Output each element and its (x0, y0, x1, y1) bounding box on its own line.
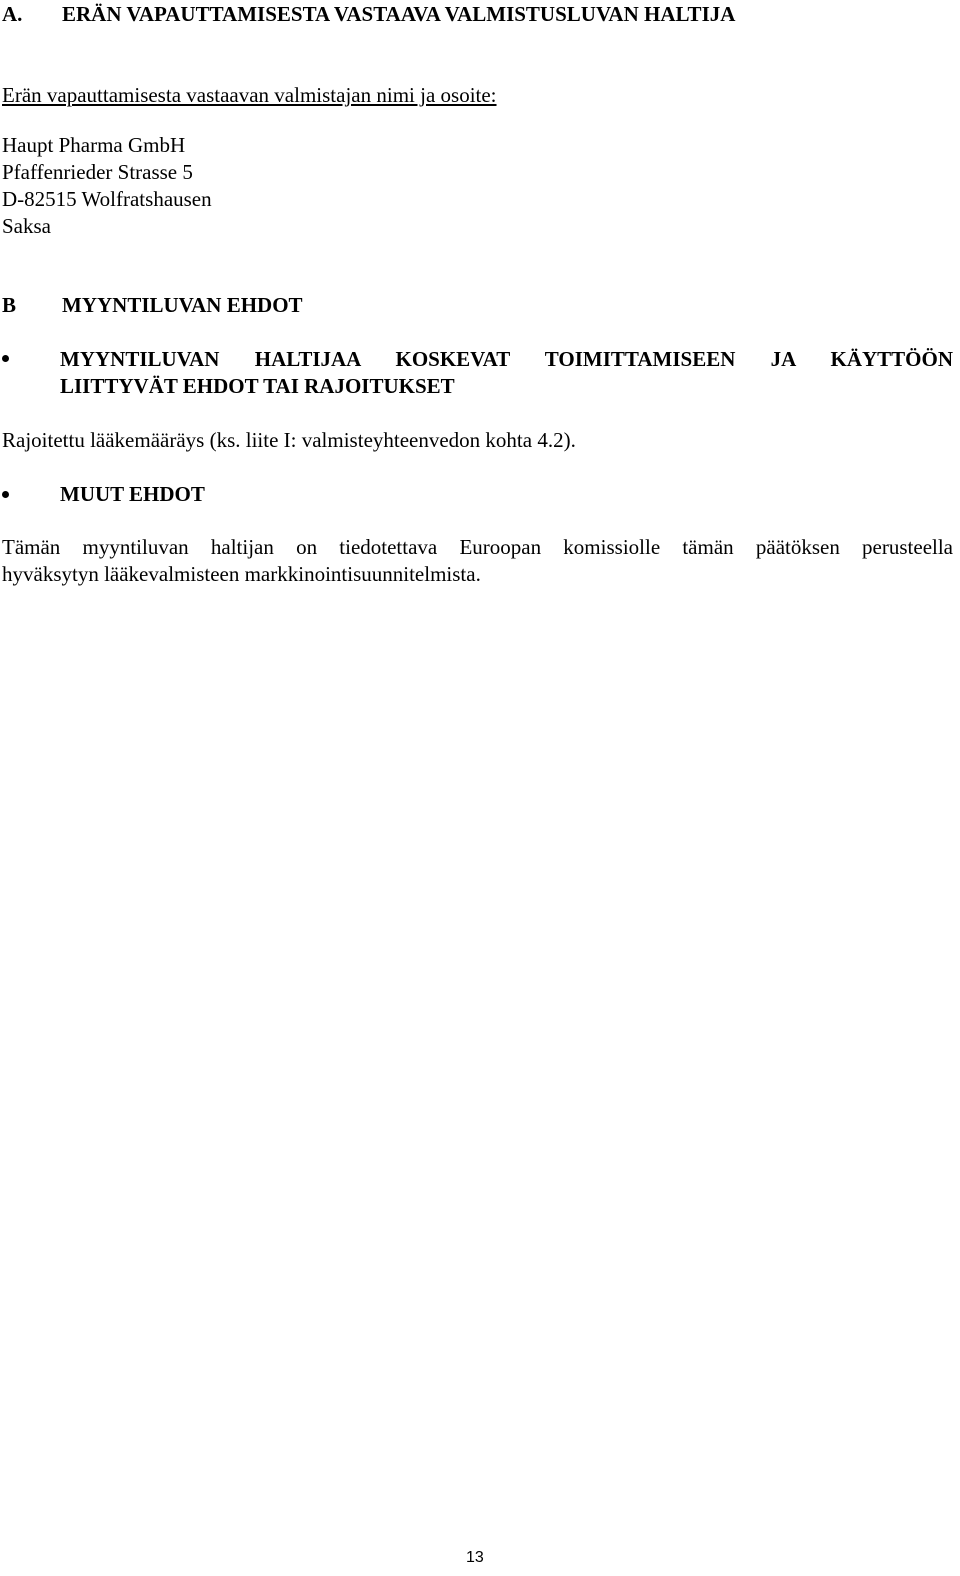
address-line-country: Saksa (2, 214, 51, 238)
bullet-icon (2, 491, 9, 498)
address-line-city: D-82515 Wolfratshausen (2, 187, 212, 211)
bullet1-body: Rajoitettu lääkemääräys (ks. liite I: valmisteyhteenvedon kohta 4.2). (2, 428, 576, 452)
section-b-title: MYYNTILUVAN EHDOT (62, 293, 303, 317)
page-number: 13 (466, 1549, 484, 1566)
address-line-company: Haupt Pharma GmbH (2, 133, 186, 157)
section-a-letter: A. (2, 2, 23, 26)
bullet2-heading: MUUT EHDOT (60, 482, 205, 506)
bullet1-heading-line2: LIITTYVÄT EHDOT TAI RAJOITUKSET (60, 374, 455, 398)
manufacturer-subheading: Erän vapauttamisesta vastaavan valmistajan nimi ja osoite: (2, 83, 497, 107)
bullet2-body-line1: Tämän myyntiluvan haltijan on tiedotettava Euroopan komissiolle tämän päätöksen perusteella (2, 535, 953, 559)
bullet2-body-line2: hyväksytyn lääkevalmisteen markkinointisuunnitelmista. (2, 562, 481, 586)
section-b-letter: B (2, 293, 17, 317)
bullet-icon (2, 355, 9, 362)
section-a-title: ERÄN VAPAUTTAMISESTA VASTAAVA VALMISTUSLUVAN HALTIJA (62, 2, 736, 26)
bullet1-heading-line1: MYYNTILUVAN HALTIJAA KOSKEVAT TOIMITTAMISEEN JA KÄYTTÖÖN (60, 347, 953, 371)
address-line-street: Pfaffenrieder Strasse 5 (2, 160, 193, 184)
